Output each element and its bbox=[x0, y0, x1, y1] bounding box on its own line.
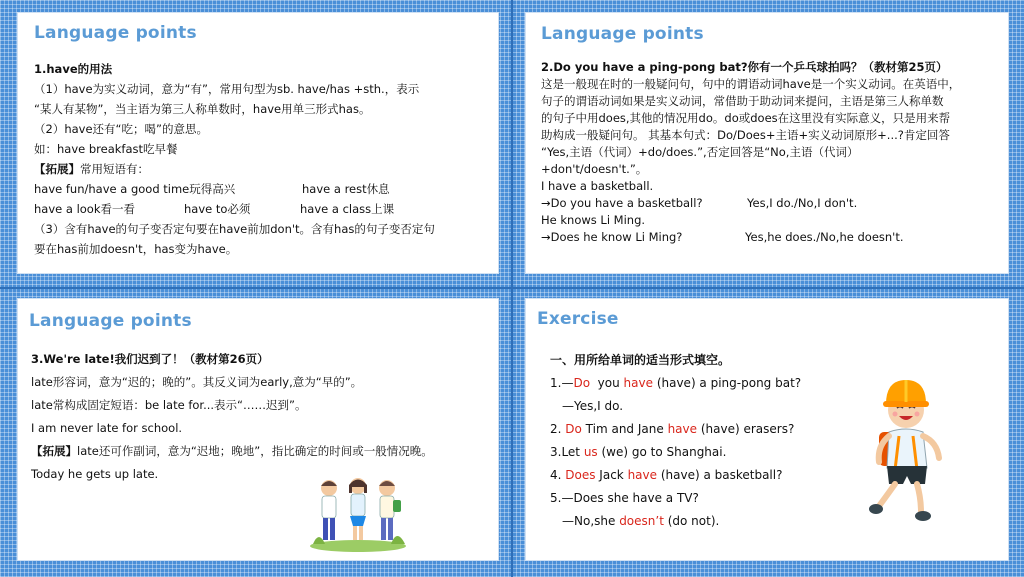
panel-body bbox=[541, 59, 960, 246]
exercise-item bbox=[550, 418, 801, 441]
answer: Do bbox=[565, 422, 582, 436]
text-line: （3）含有have的句子变否定句要在have前加don't。含有has的句子变否定句 bbox=[34, 222, 435, 236]
phrase: have to必须 bbox=[184, 202, 251, 216]
item-text: Tim and Jane bbox=[581, 422, 668, 436]
text-line: 如：have breakfast吃早餐 bbox=[34, 142, 178, 156]
answer: have bbox=[623, 376, 653, 390]
answer: have bbox=[627, 468, 658, 482]
item-text: 3.Let bbox=[550, 445, 584, 459]
item-text: (do not). bbox=[663, 514, 720, 528]
text-line: 要在has前加doesn't，has变为have。 bbox=[34, 242, 238, 256]
panel-do-you-have bbox=[525, 12, 1009, 274]
extension-text: 常用短语有： bbox=[80, 162, 149, 176]
item-text: (have) a basketball? bbox=[657, 468, 783, 482]
example-row bbox=[541, 229, 960, 246]
panel-exercise bbox=[525, 298, 1009, 561]
extension-text: late还可作副词，意为“迟地；晚地”，指比确定的时间或一般情况晚。 bbox=[77, 444, 433, 458]
item-text: Jack bbox=[595, 468, 628, 482]
exercise-item: 5.—Does she have a TV? bbox=[550, 491, 699, 505]
item-text: 1.— bbox=[550, 376, 574, 390]
example-line: Today he gets up late. bbox=[31, 467, 159, 481]
phrase: have a class上课 bbox=[300, 202, 395, 216]
example-line: I have a basketball. bbox=[541, 179, 654, 193]
example-row bbox=[541, 195, 960, 212]
text-line: （1）have为实义动词，意为“有”，常用句型为sb. have/has +sth.，表示 bbox=[34, 82, 420, 96]
horizontal-divider bbox=[0, 287, 1024, 289]
section-heading: 2.Do you have a ping-pong bat?你有一个乒乓球拍吗？（教材第25页） bbox=[541, 60, 948, 74]
panel-title: Language points bbox=[29, 311, 192, 331]
item-text: (have) a ping-pong bat? bbox=[653, 376, 802, 390]
item-text: 4. bbox=[550, 468, 566, 482]
phrase: have a look看一看 bbox=[34, 202, 136, 216]
text-line: 助构成一般疑问句。 其基本句式：Do/Does+主语+实义动词原形+...?肯定回答 bbox=[541, 128, 950, 142]
exercise-reply bbox=[550, 510, 801, 533]
item-text: —No,she bbox=[562, 514, 620, 528]
phrase-row bbox=[34, 199, 435, 219]
text-line: late常构成固定短语：be late for...表示“……迟到”。 bbox=[31, 398, 307, 412]
panel-title: Exercise bbox=[537, 309, 619, 329]
phrase: have fun/have a good time玩得高兴 bbox=[34, 182, 236, 196]
section-heading: 1.have的用法 bbox=[34, 62, 113, 76]
answer: doesn’t bbox=[619, 514, 664, 528]
text-line: 的句子中用does,其他的情况用do。do或does在这里没有实际意义，只是用来帮 bbox=[541, 111, 951, 125]
text-line: “Yes,主语（代词）+do/does.”,否定回答是“No,主语（代词） bbox=[541, 145, 859, 159]
exercise-reply: —Yes,I do. bbox=[562, 399, 624, 413]
answer: have bbox=[667, 422, 698, 436]
answer: Do bbox=[573, 376, 591, 390]
text-line: “某人有某物”，当主语为第三人称单数时，have用单三形式has。 bbox=[34, 102, 371, 116]
extension-line bbox=[34, 159, 435, 179]
example-question: →Do you have a basketball? bbox=[541, 196, 703, 210]
exercise-heading: 一、用所给单词的适当形式填空。 bbox=[550, 353, 731, 367]
example-answer: Yes,I do./No,I don't. bbox=[747, 196, 858, 210]
item-text: (have) erasers? bbox=[697, 422, 795, 436]
panel-body bbox=[31, 348, 433, 486]
item-text: (we) go to Shanghai. bbox=[597, 445, 727, 459]
section-heading: 3.We're late!我们迟到了！（教材第26页） bbox=[31, 352, 269, 366]
example-question: →Does he know Li Ming? bbox=[541, 230, 683, 244]
example-line: He knows Li Ming. bbox=[541, 213, 646, 227]
text-line: 这是一般现在时的一般疑问句，句中的谓语动词have是一个实义动词。在英语中， bbox=[541, 77, 961, 91]
text-line: late形容词，意为“迟的；晚的”。其反义词为early,意为“早的”。 bbox=[31, 375, 363, 389]
extension-label: 【拓展】 bbox=[31, 444, 77, 458]
text-line: 句子的谓语动词如果是实义动词，常借助于助动词来提问，主语是第三人称单数 bbox=[541, 94, 944, 108]
exercise-item bbox=[550, 441, 801, 464]
boy-illustration bbox=[861, 374, 951, 534]
panel-have-usage bbox=[17, 12, 499, 274]
item-text: 2. bbox=[550, 422, 566, 436]
panel-late bbox=[17, 298, 499, 561]
text-line: （2）have还有“吃；喝”的意思。 bbox=[34, 122, 208, 136]
extension-label: 【拓展】 bbox=[34, 162, 80, 176]
students-illustration bbox=[303, 474, 413, 554]
example-line: I am never late for school. bbox=[31, 421, 183, 435]
answer: Does bbox=[565, 468, 596, 482]
item-text: you bbox=[590, 376, 624, 390]
phrase-row bbox=[34, 179, 435, 199]
answer: us bbox=[583, 445, 598, 459]
extension-line bbox=[31, 440, 433, 463]
exercise-item bbox=[550, 372, 801, 395]
text-line: +don't/doesn't.”。 bbox=[541, 162, 648, 176]
panel-title: Language points bbox=[34, 23, 197, 43]
exercise-body bbox=[550, 349, 801, 533]
panel-title: Language points bbox=[541, 24, 704, 44]
exercise-item bbox=[550, 464, 801, 487]
panel-body bbox=[34, 59, 435, 259]
phrase: have a rest休息 bbox=[302, 182, 390, 196]
example-answer: Yes,he does./No,he doesn't. bbox=[745, 230, 904, 244]
